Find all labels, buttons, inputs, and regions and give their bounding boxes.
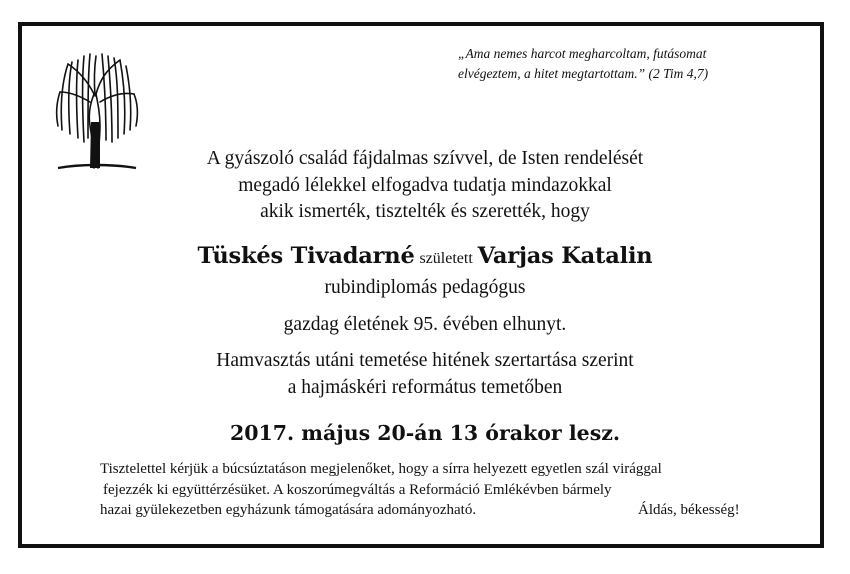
- intro-line-2: megadó lélekkel elfogadva tudatja mindazokkal: [238, 174, 612, 196]
- deceased-name: Tüskés Tivadarné: [197, 243, 415, 269]
- funeral-line-1: Hamvasztás utáni temetése hitének szertartása szerint: [216, 350, 634, 371]
- quote-line-2: elvégeztem, a hitet megtartottam.” (2 Tim 4,7): [458, 66, 709, 81]
- born-label: született: [419, 250, 473, 267]
- intro-line-3: akik ismerték, tisztelték és szerették, hogy: [260, 201, 590, 222]
- obituary-card: [18, 22, 824, 548]
- funeral-line-2: a hajmáskéri református temetőben: [287, 377, 563, 398]
- intro-line-1: A gyászoló család fájdalmas szívvel, de Isten rendelését: [206, 148, 644, 169]
- deceased-title: rubindiplomás pedagógus: [324, 277, 526, 298]
- funeral-details: [22, 347, 828, 401]
- footer-line-3-wrap: [100, 500, 760, 521]
- announcement-intro: [22, 146, 828, 226]
- footer-line-1: Tisztelettel kérjük a búcsúztatáson megjelenőket, hogy a sírra helyezett egyetlen szál virággal: [100, 461, 662, 477]
- deceased-name-line: [22, 240, 828, 275]
- quote-line-1: „Ama nemes harcot megharcoltam, futásomat: [458, 46, 707, 61]
- deceased-age-text: gazdag életének 95. évében elhunyt.: [283, 314, 567, 335]
- footer-line-2: fejezzék ki együttérzésüket. A koszorúmegváltás a Reformáció Emlékévben bármely: [103, 481, 612, 498]
- footer-line-3: hazai gyülekezetben egyházunk támogatására adományozható.: [100, 502, 477, 518]
- footer-request: [100, 459, 760, 521]
- maiden-name: Varjas Katalin: [477, 243, 653, 269]
- bible-quote: [458, 44, 788, 84]
- funeral-date: 2017. május 20-án 13 órakor lesz.: [229, 421, 621, 445]
- blessing-text: Áldás, békesség!: [638, 502, 740, 518]
